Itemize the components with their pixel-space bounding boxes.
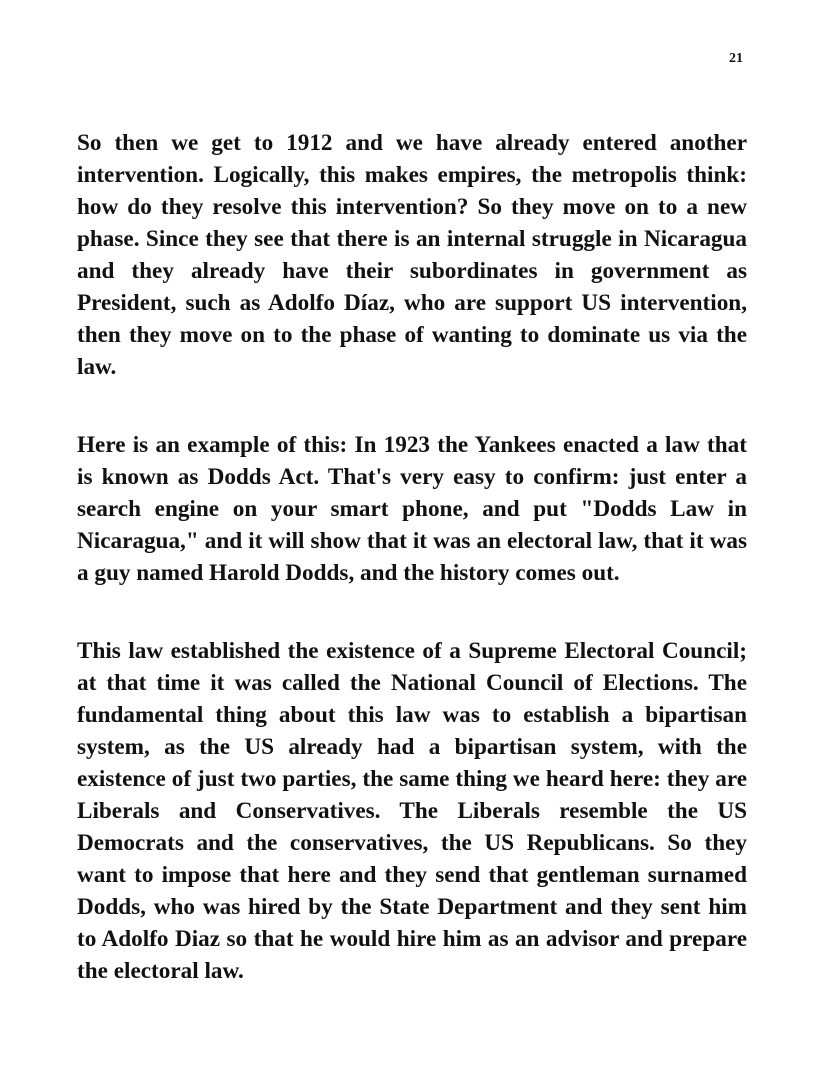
paragraph-3: This law established the existence of a Supreme Electoral Council; at that time it was called the National Council of Elections. The fundamental thing about this law was to establish a bipartisan system, as the US already had a bipartisan system, with the existence of just two parties, the same thing we heard here: they are Liberals and Conservatives. The Liberals resemble the US Democrats and the conservatives, the US Republicans. So they want to impose that here and they send that gentleman surnamed Dodds, who was hired by the State Department and they sent him to Adolfo Diaz so that he would hire him as an advisor and prepare the electoral law. (77, 638, 747, 984)
page-number: 21 (729, 51, 743, 66)
document-body (77, 127, 747, 987)
paragraph-2: Here is an example of this: In 1923 the Yankees enacted a law that is known as Dodds Act. That's very easy to confirm: just enter a search engine on your smart phone, and put "Dodds Law in Nicaragua," and it will show that it was an electoral law, that it was a guy named Harold Dodds, and the history comes out. (77, 432, 747, 586)
paragraph-1: So then we get to 1912 and we have already entered another intervention. Logically, this makes empires, the metropolis think: how do they resolve this intervention? So they move on to a new phase. Since they see that there is an internal struggle in Nicaragua and they already have their subordinates in government as President, such as Adolfo Díaz, who are support US intervention, then they move on to the phase of wanting to dominate us via the law. (77, 130, 747, 380)
